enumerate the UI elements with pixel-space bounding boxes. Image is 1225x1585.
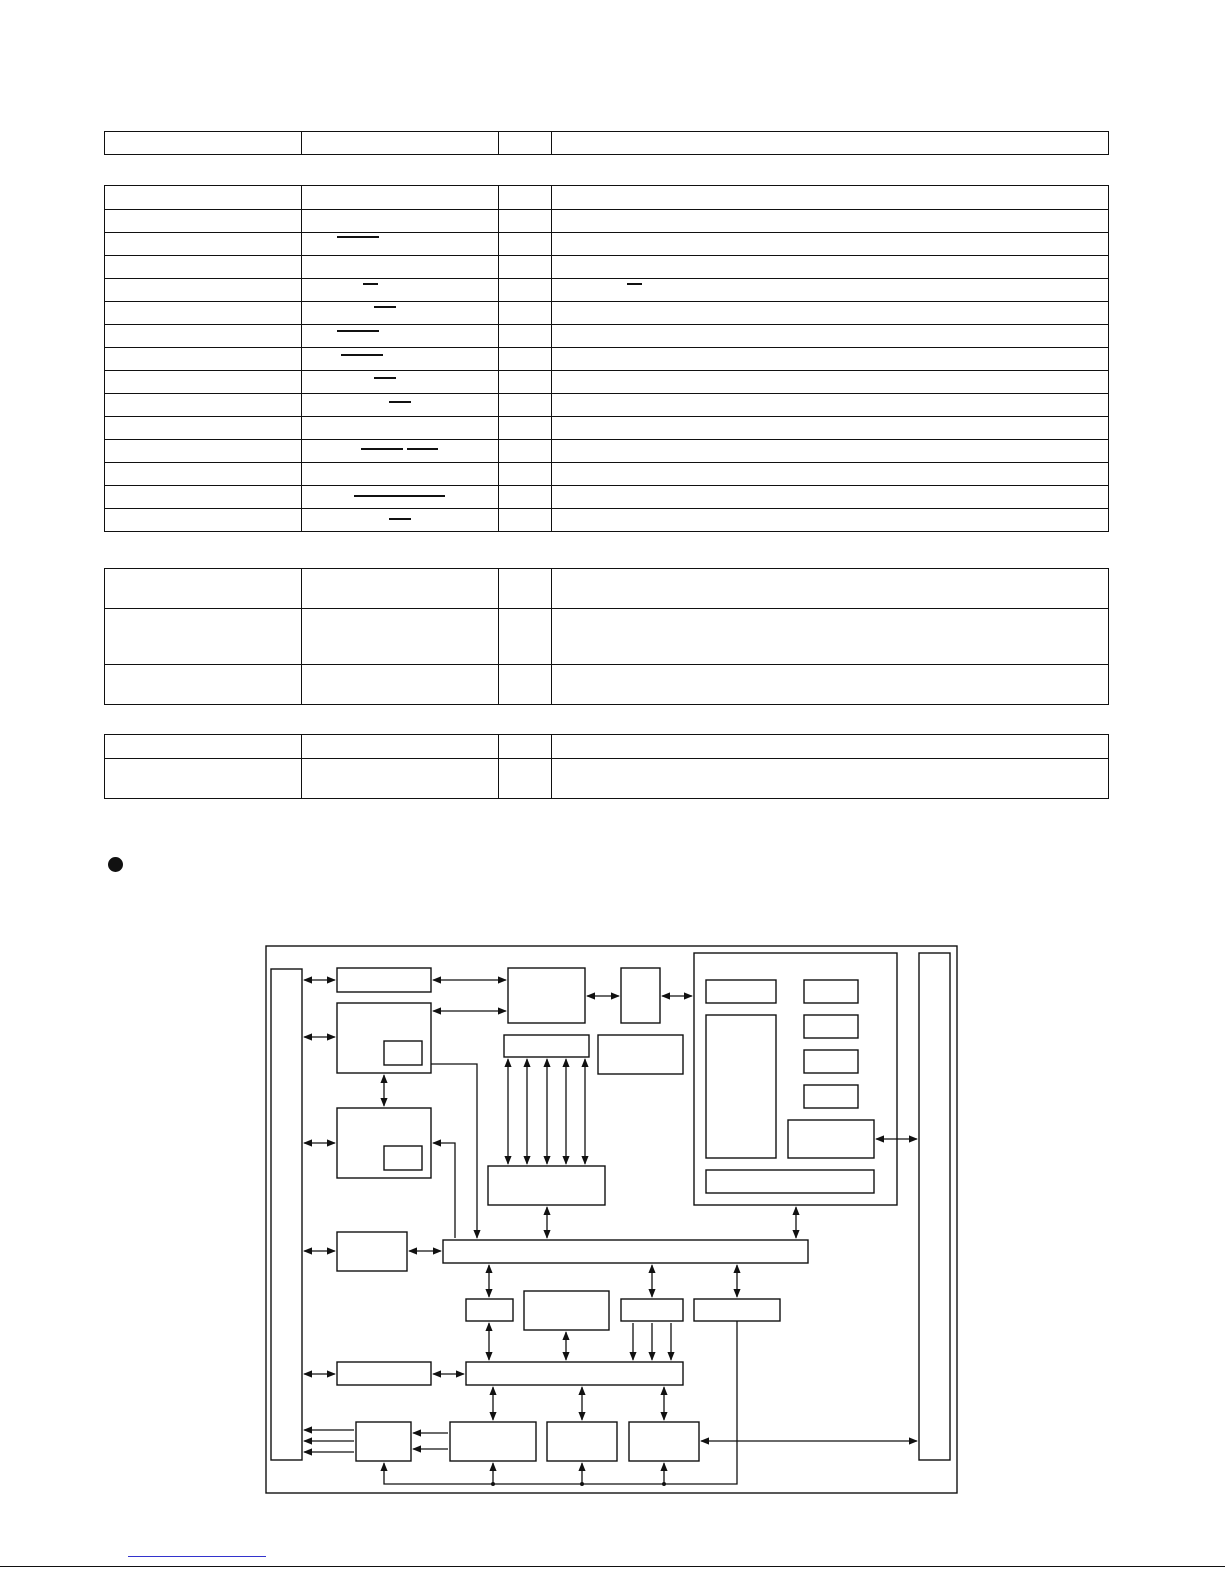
block-mid-4 (694, 1299, 780, 1321)
block-left-4 (337, 1232, 407, 1271)
block-bottom-2 (547, 1422, 617, 1461)
block-right-a (706, 980, 776, 1003)
block-right-g (788, 1120, 874, 1158)
block-center-right (598, 1035, 683, 1074)
block-right-e (804, 1050, 858, 1073)
block-right-b (804, 980, 858, 1003)
block-right-h (706, 1170, 874, 1193)
block-left-5 (337, 1362, 431, 1385)
footer-link[interactable] (128, 1556, 266, 1557)
internal-bus (443, 1240, 808, 1263)
block-center-top (508, 968, 585, 1023)
left-port-bus (271, 969, 302, 1460)
block-mid-2 (524, 1291, 609, 1330)
block-left-6 (356, 1422, 411, 1461)
block-left-1 (337, 968, 431, 992)
block-mid-1 (466, 1299, 513, 1321)
footer-rule (0, 1566, 1225, 1567)
block-center-mid (488, 1166, 605, 1205)
diagram-frame (266, 946, 957, 1493)
block-mid-3 (621, 1299, 683, 1321)
block-center-strip (504, 1035, 589, 1057)
block-bottom-1 (450, 1422, 536, 1461)
block-right-group (694, 953, 897, 1205)
lower-bus (466, 1362, 683, 1385)
block-right-d (804, 1015, 858, 1038)
right-port-bus (919, 953, 950, 1460)
block-bottom-3 (629, 1422, 699, 1461)
block-small-top (621, 968, 660, 1023)
block-right-c (706, 1015, 776, 1158)
block-left-3-sub (384, 1146, 422, 1170)
block-right-f (804, 1085, 858, 1108)
block-left-2-sub (384, 1041, 422, 1065)
